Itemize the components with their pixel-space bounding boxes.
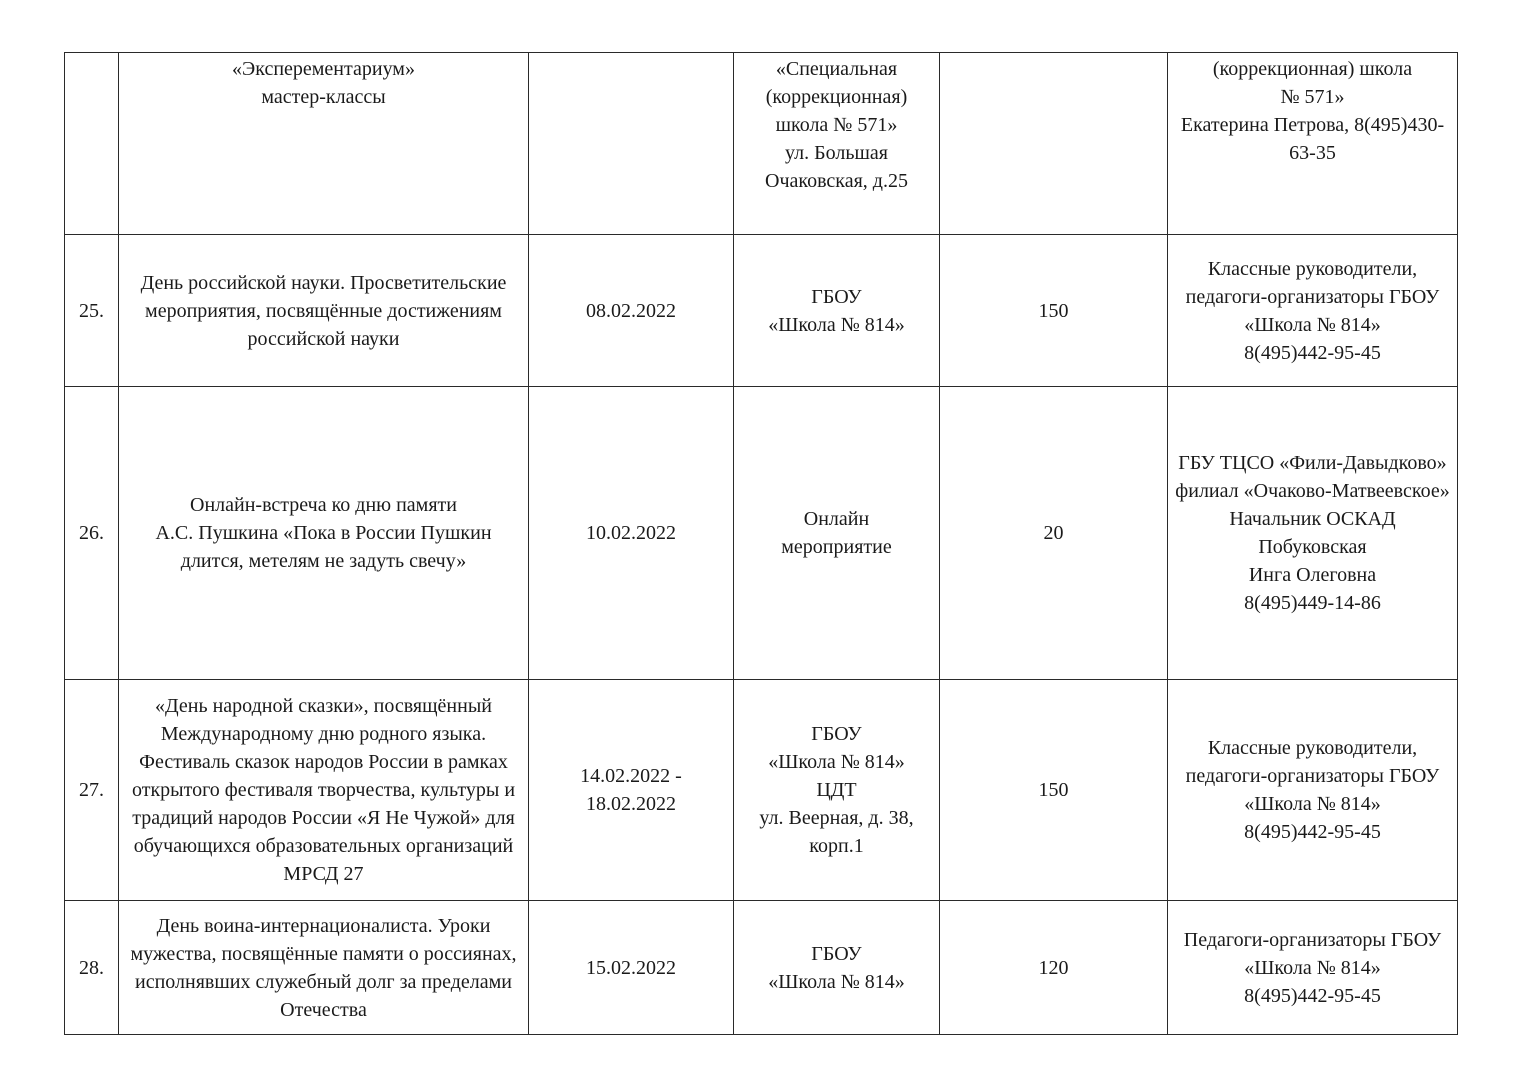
row-number: 27.: [79, 779, 104, 801]
responsible-cell: [1168, 53, 1458, 235]
venue-line: Онлайн мероприятие: [781, 508, 892, 558]
event-date: 14.02.2022 - 18.02.2022: [580, 765, 682, 815]
event-cell: [119, 387, 529, 680]
row-number: 25.: [79, 299, 104, 322]
responsible-cell: [1168, 680, 1458, 901]
participants-count: 150: [1038, 779, 1069, 801]
event-cell: [119, 53, 529, 235]
participants-count: 150: [1038, 299, 1069, 322]
participants-count: 20: [1043, 522, 1064, 544]
event-date: 15.02.2022: [586, 956, 676, 979]
events-table: [64, 52, 1458, 1035]
event-cell: [119, 901, 529, 1035]
venue-line: «Специальная (коррекционная) школа № 571»: [765, 58, 908, 136]
responsible-line: 8(495)442-95-45: [1244, 984, 1381, 1007]
participants-cell: [940, 235, 1168, 387]
table-row: [65, 901, 1458, 1035]
date-cell: [529, 901, 734, 1035]
participants-cell: [940, 901, 1168, 1035]
event-line: День российской науки. Просветительские мероприятия, посвящённые достижениям российской науки: [140, 271, 507, 350]
venue-line: ГБОУ: [811, 942, 862, 965]
responsible-cell: [1168, 901, 1458, 1035]
row-number-cell: [65, 53, 119, 235]
responsible-line: Екатерина Петрова, 8(495)430-63-35: [1180, 114, 1445, 164]
responsible-line: 8(495)449-14-86: [1244, 592, 1381, 614]
responsible-cell: [1168, 387, 1458, 680]
responsible-cell: [1168, 235, 1458, 387]
responsible-line: Педагоги-организаторы ГБОУ «Школа № 814»: [1183, 928, 1442, 979]
event-line: мастер-классы: [261, 86, 386, 108]
event-line: День воина-интернационалиста. Уроки мужества, посвящённые памяти о россиянах, исполнявших служебный долг за пределами Отечества: [130, 914, 517, 1021]
row-number-cell: [65, 680, 119, 901]
event-cell: [119, 680, 529, 901]
participants-cell: [940, 53, 1168, 235]
event-line: А.С. Пушкина «Пока в России Пушкин длится, метелям не задуть свечу»: [155, 522, 492, 572]
responsible-line: Начальник ОСКАД: [1229, 508, 1396, 530]
row-number: 28.: [79, 956, 104, 979]
responsible-line: (коррекционная) школа: [1212, 58, 1413, 80]
date-cell: [529, 53, 734, 235]
row-number: 26.: [79, 522, 104, 544]
row-number-cell: [65, 387, 119, 680]
event-line: Онлайн-встреча ко дню памяти: [190, 494, 457, 516]
venue-line: ГБОУ: [811, 723, 862, 745]
table-row: [65, 53, 1458, 235]
venue-line: «Школа № 814»: [768, 313, 905, 336]
venue-line: ул. Веерная, д. 38, корп.1: [759, 807, 914, 857]
participants-cell: [940, 387, 1168, 680]
venue-line: ГБОУ: [811, 285, 862, 308]
event-line: «Эксперементариум»: [232, 58, 415, 80]
responsible-line: Классные руководители, педагоги-организаторы ГБОУ «Школа № 814»: [1185, 257, 1440, 336]
table-row: [65, 235, 1458, 387]
date-cell: [529, 680, 734, 901]
event-line: «День народной сказки», посвящённый Международному дню родного языка. Фестиваль сказок народов России в рамках открытого фестиваля творчества, культуры и традиций народов России «Я Не Чужой» для обучающихся образовательных организаций МРСД 27: [131, 695, 516, 885]
responsible-line: № 571»: [1280, 86, 1345, 108]
responsible-line: 8(495)442-95-45: [1244, 821, 1381, 843]
event-date: 10.02.2022: [586, 522, 676, 544]
responsible-line: Побуковская: [1258, 536, 1367, 558]
row-number-cell: [65, 235, 119, 387]
date-cell: [529, 387, 734, 680]
event-cell: [119, 235, 529, 387]
responsible-line: 8(495)442-95-45: [1244, 341, 1381, 364]
participants-cell: [940, 680, 1168, 901]
venue-cell: [734, 235, 940, 387]
table-row: [65, 680, 1458, 901]
date-cell: [529, 235, 734, 387]
venue-line: ул. Большая Очаковская, д.25: [765, 142, 908, 192]
venue-line: «Школа № 814»: [768, 970, 905, 993]
responsible-line: ГБУ ТЦСО «Фили-Давыдково» филиал «Очаково-Матвеевское»: [1175, 452, 1450, 502]
table-row: [65, 387, 1458, 680]
venue-cell: [734, 901, 940, 1035]
venue-cell: [734, 680, 940, 901]
venue-line: «Школа № 814» ЦДТ: [768, 751, 905, 801]
event-date: 08.02.2022: [586, 299, 676, 322]
venue-cell: [734, 53, 940, 235]
venue-cell: [734, 387, 940, 680]
responsible-line: Классные руководители, педагоги-организаторы ГБОУ «Школа № 814»: [1185, 737, 1440, 815]
responsible-line: Инга Олеговна: [1248, 564, 1377, 586]
row-number-cell: [65, 901, 119, 1035]
participants-count: 120: [1038, 956, 1069, 979]
